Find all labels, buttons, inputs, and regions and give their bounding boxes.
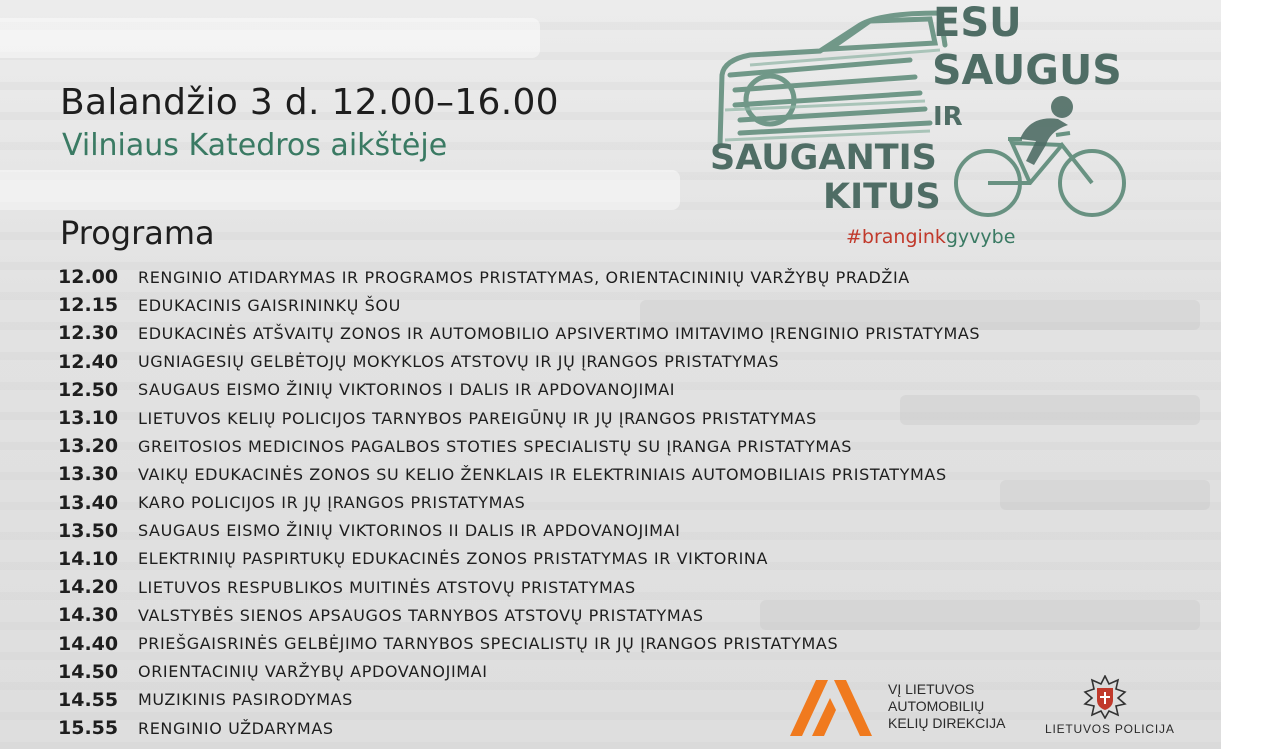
background-stripe xyxy=(1000,480,1210,510)
schedule-description: RENGINIO UŽDARYMAS xyxy=(138,718,334,738)
lakd-name xyxy=(888,681,1005,732)
schedule-description: MUZIKINIS PASIRODYMAS xyxy=(138,690,353,710)
schedule-row xyxy=(58,517,980,545)
campaign-word-esu: ESU xyxy=(933,0,1022,46)
schedule-row xyxy=(58,376,980,404)
schedule-row xyxy=(58,629,980,657)
schedule-row xyxy=(58,573,980,601)
schedule-description: EDUKACINĖS ATŠVAITŲ ZONOS IR AUTOMOBILIO APSIVERTIMO IMITAVIMO ĮRENGINIO PRISTATYMAS xyxy=(138,323,981,343)
schedule-description: LIETUVOS RESPUBLIKOS MUITINĖS ATSTOVŲ PRISTATYMAS xyxy=(138,577,636,597)
police-label: LIETUVOS POLICIJA xyxy=(1045,722,1175,736)
schedule-time: 13.40 xyxy=(58,491,119,514)
schedule-time: 14.30 xyxy=(58,604,119,627)
schedule-row xyxy=(58,348,980,376)
schedule-time: 14.10 xyxy=(58,547,119,570)
schedule-row xyxy=(58,489,980,517)
schedule-description: UGNIAGESIŲ GELBĖTOJŲ MOKYKLOS ATSTOVŲ IR JŲ ĮRANGOS PRISTATYMAS xyxy=(138,352,780,372)
schedule-description: SAUGAUS EISMO ŽINIŲ VIKTORINOS II DALIS IR APDOVANOJIMAI xyxy=(138,521,681,541)
schedule-description: VAIKŲ EDUKACINĖS ZONOS SU KELIO ŽENKLAIS IR ELEKTRINIAIS AUTOMOBILIAIS PRISTATYMAS xyxy=(138,464,947,484)
campaign-word-saugus: SAUGUS xyxy=(932,46,1122,94)
police-star-emblem-icon xyxy=(1083,675,1127,719)
schedule-row xyxy=(58,601,980,629)
schedule-time: 14.50 xyxy=(58,660,119,683)
campaign-word-kitus: KITUS xyxy=(823,177,941,217)
background-stripe xyxy=(0,18,540,58)
schedule-description: SAUGAUS EISMO ŽINIŲ VIKTORINOS I DALIS IR APDOVANOJIMAI xyxy=(138,380,676,400)
hashtag-suffix: gyvybe xyxy=(945,226,1016,248)
schedule-time: 13.20 xyxy=(58,435,119,458)
lakd-line-3: KELIŲ DIREKCIJA xyxy=(888,715,1006,731)
schedule-time: 12.40 xyxy=(58,350,119,373)
schedule-description: LIETUVOS KELIŲ POLICIJOS TARNYBOS PAREIGŪNŲ IR JŲ ĮRANGOS PRISTATYMAS xyxy=(138,408,817,428)
schedule-description: ORIENTACINIŲ VARŽYBŲ APDOVANOJIMAI xyxy=(138,662,488,682)
hashtag-prefix: #brangink xyxy=(846,226,946,248)
event-venue: Vilniaus Katedros aikštėje xyxy=(62,128,448,163)
schedule-description: RENGINIO ATIDARYMAS IR PROGRAMOS PRISTATYMAS, ORIENTACININIŲ VARŽYBŲ PRADŽIA xyxy=(138,267,910,287)
schedule-time: 12.15 xyxy=(58,294,119,317)
schedule-description: PRIEŠGAISRINĖS GELBĖJIMO TARNYBOS SPECIALISTŲ IR JŲ ĮRANGOS PRISTATYMAS xyxy=(138,634,839,654)
schedule-row xyxy=(58,263,980,291)
campaign-hashtag xyxy=(846,226,1015,248)
background-stripe xyxy=(0,170,680,210)
schedule-time: 13.30 xyxy=(58,463,119,486)
cyclist-icon xyxy=(950,95,1135,225)
schedule-time: 12.50 xyxy=(58,378,119,401)
schedule-description: ELEKTRINIŲ PASPIRTUKŲ EDUKACINĖS ZONOS PRISTATYMAS IR VIKTORINA xyxy=(138,549,769,569)
road-chevron-logo-icon xyxy=(790,680,872,736)
program-heading: Programa xyxy=(60,214,215,252)
schedule-time: 12.00 xyxy=(58,266,119,289)
schedule-time: 14.20 xyxy=(58,576,119,599)
schedule-time: 13.50 xyxy=(58,519,119,542)
lakd-line-2: AUTOMOBILIŲ xyxy=(888,698,985,714)
schedule-row xyxy=(58,432,980,460)
car-icon xyxy=(710,5,960,155)
schedule-description: EDUKACINIS GAISRININKŲ ŠOU xyxy=(138,295,401,315)
schedule-description: VALSTYBĖS SIENOS APSAUGOS TARNYBOS ATSTOVŲ PRISTATYMAS xyxy=(138,605,704,625)
schedule-row xyxy=(58,545,980,573)
campaign-logo xyxy=(705,0,1145,255)
schedule-row xyxy=(58,319,980,347)
schedule-time: 14.55 xyxy=(58,688,119,711)
schedule-description: GREITOSIOS MEDICINOS PAGALBOS STOTIES SPECIALISTŲ SU ĮRANGA PRISTATYMAS xyxy=(138,436,853,456)
schedule-time: 13.10 xyxy=(58,407,119,430)
schedule-time: 15.55 xyxy=(58,717,119,740)
lakd-line-1: VĮ LIETUVOS xyxy=(888,681,975,697)
campaign-word-saugantis: SAUGANTIS xyxy=(710,138,937,178)
schedule-time: 12.30 xyxy=(58,322,119,345)
schedule-row xyxy=(58,291,980,319)
schedule-list xyxy=(58,263,980,742)
schedule-row xyxy=(58,404,980,432)
schedule-row xyxy=(58,460,980,488)
schedule-description: KARO POLICIJOS IR JŲ ĮRANGOS PRISTATYMAS xyxy=(138,493,526,513)
event-date-time: Balandžio 3 d. 12.00–16.00 xyxy=(60,82,559,123)
schedule-time: 14.40 xyxy=(58,632,119,655)
campaign-word-ir: IR xyxy=(933,102,963,132)
